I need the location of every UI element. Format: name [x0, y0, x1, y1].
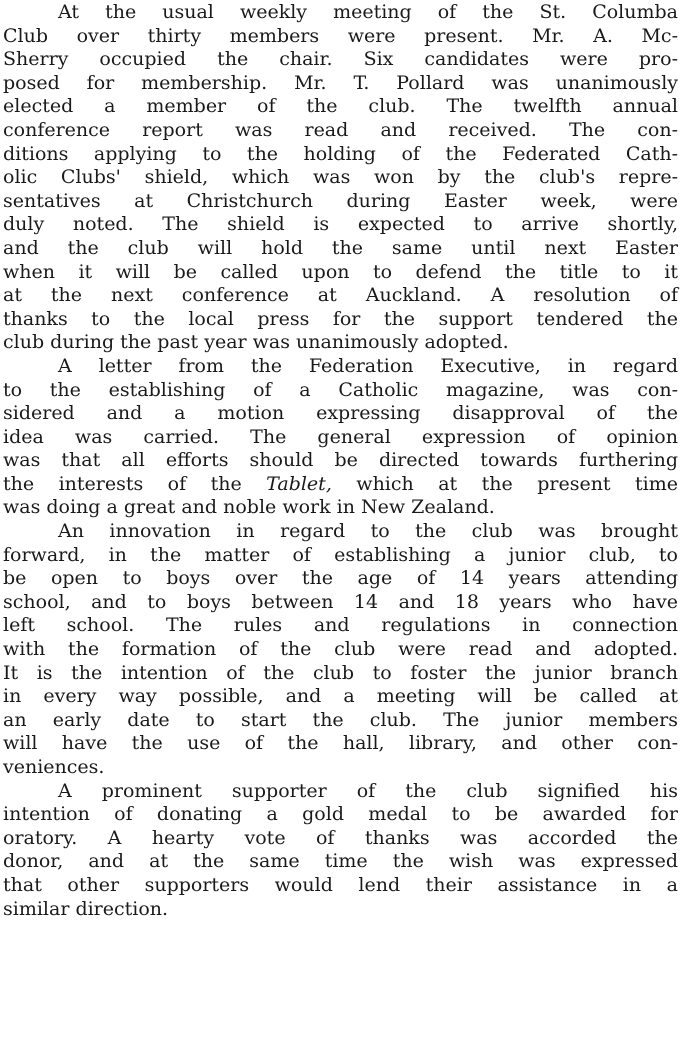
text-line: veniences.: [3, 756, 105, 778]
text-line: be open to boys over the age of 14 years attending: [3, 567, 678, 590]
text-line: posed for membership. Mr. T. Pollard was unanimously: [3, 71, 678, 94]
text-line: [3, 473, 678, 497]
text-line: when it will be called upon to defend the title to it: [3, 260, 678, 283]
text-line: and the club will hold the same until next Easter: [3, 236, 678, 259]
paragraph-federation-letter: [3, 355, 678, 520]
text-line: intention of donating a gold medal to be awarded for: [3, 803, 678, 826]
text-line: olic Clubs' shield, which was won by the club's repre-: [3, 166, 678, 189]
text-line: an early date to start the club. The junior members: [3, 708, 678, 731]
text-line: At the usual weekly meeting of the St. Columba: [58, 1, 678, 23]
text-segment: the interests of the: [3, 472, 267, 495]
text-line: duly noted. The shield is expected to arrive shortly,: [3, 213, 678, 236]
text-line: A prominent supporter of the club signified his: [58, 779, 678, 802]
text-line: with the formation of the club were read and adopted.: [3, 638, 678, 661]
text-line: It is the intention of the club to foster the junior branch: [3, 661, 678, 684]
text-segment: which at the present time: [331, 472, 678, 495]
text-line: forward, in the matter of establishing a junior club, to: [3, 543, 678, 566]
paragraph-junior-club: [3, 520, 678, 780]
text-line: oratory. A hearty vote of thanks was accorded the: [3, 826, 678, 849]
text-line: An innovation in regard to the club was brought: [58, 520, 678, 543]
text-line: was that all efforts should be directed towards furthering: [3, 449, 678, 472]
text-line: that other supporters would lend their assistance in a: [3, 873, 678, 896]
text-line: Sherry occupied the chair. Six candidates were pro-: [3, 48, 678, 71]
text-line: A letter from the Federation Executive, in regard: [58, 354, 678, 377]
paragraph-meeting-report: [3, 1, 678, 355]
text-line: in every way possible, and a meeting will be called at: [3, 685, 678, 708]
text-line: will have the use of the hall, library, and other con-: [3, 732, 678, 755]
text-line: sidered and a motion expressing disapproval of the: [3, 402, 678, 425]
text-line: to the establishing of a Catholic magazine, was con-: [3, 378, 678, 401]
text-line: donor, and at the same time the wish was expressed: [3, 850, 678, 873]
text-line: thanks to the local press for the support tendered the: [3, 307, 678, 330]
text-line: conference report was read and received. The con-: [3, 118, 678, 141]
text-line: sentatives at Christchurch during Easter week, were: [3, 189, 678, 212]
text-line: Club over thirty members were present. Mr. A. Mc-: [3, 24, 678, 47]
tablet-title: Tablet,: [266, 472, 332, 495]
text-line: similar direction.: [3, 897, 169, 920]
text-line: club during the past year was unanimously adopted.: [3, 331, 509, 354]
paragraph-gold-medal: [3, 780, 678, 922]
text-line: elected a member of the club. The twelfth annual: [3, 95, 678, 118]
text-line: left school. The rules and regulations in connection: [3, 614, 678, 637]
text-line: school, and to boys between 14 and 18 years who have: [3, 590, 678, 613]
text-line: was doing a great and noble work in New Zealand.: [3, 496, 495, 519]
text-line: at the next conference at Auckland. A resolution of: [3, 284, 678, 307]
text-line: ditions applying to the holding of the Federated Cath-: [3, 142, 678, 165]
text-line: idea was carried. The general expression of opinion: [3, 425, 678, 448]
